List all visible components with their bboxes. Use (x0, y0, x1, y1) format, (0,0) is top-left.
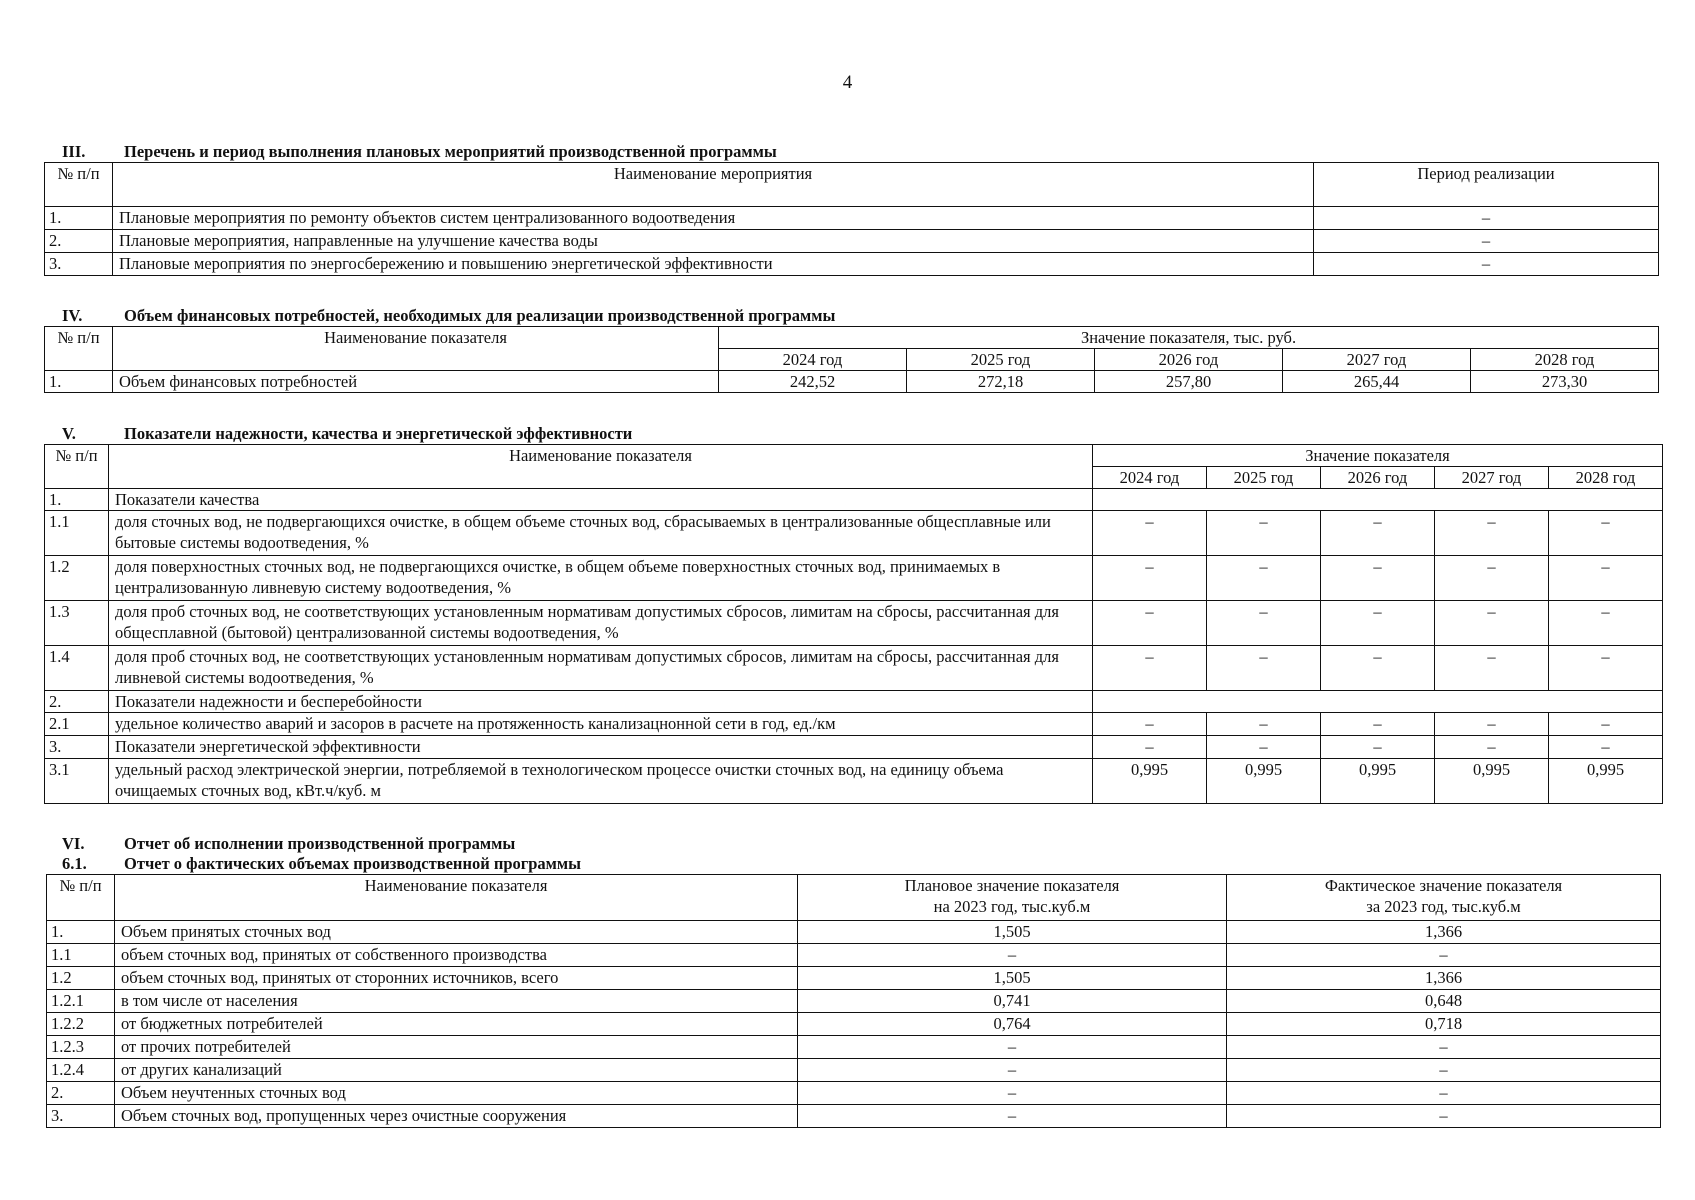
indicator-name: объем сточных вод, принятых от собственного производства (115, 944, 798, 967)
section-6-1-heading: Отчет о фактических объемах производственной программы (124, 854, 582, 873)
fact-value: 1,366 (1227, 921, 1661, 944)
value-cell: – (1093, 556, 1207, 601)
indicator-name: удельное количество аварий и засоров в расчете на протяженность канализацнонной сети в год, ед./км (109, 713, 1093, 736)
section-4-number: IV. (62, 306, 83, 325)
indicator-name: в том числе от населения (115, 990, 798, 1013)
row-number: 1.1 (47, 944, 115, 967)
section-5-number: V. (62, 424, 76, 443)
header-num: № п/п (47, 875, 115, 921)
value-cell: 257,80 (1095, 371, 1283, 393)
fact-value: – (1227, 944, 1661, 967)
activity-period: – (1314, 253, 1659, 276)
section-6-heading: Отчет об исполнении производственной программы (124, 834, 516, 853)
row-number: 1.2 (45, 556, 109, 601)
header-year: 2026 год (1321, 467, 1435, 489)
row-number: 2. (45, 691, 109, 713)
value-cell: 0,995 (1435, 759, 1549, 804)
value-cell: – (1435, 511, 1549, 556)
value-cell: – (1549, 511, 1663, 556)
value-cell: – (1321, 556, 1435, 601)
plan-value: 1,505 (798, 967, 1227, 990)
plan-value: 0,764 (798, 1013, 1227, 1036)
value-cell: – (1207, 736, 1321, 759)
indicator-name: Объем принятых сточных вод (115, 921, 798, 944)
value-cell: – (1549, 713, 1663, 736)
header-year: 2028 год (1549, 467, 1663, 489)
table-actual-volumes (46, 874, 1661, 1128)
value-cell: 0,995 (1093, 759, 1207, 804)
section-4-title (62, 306, 1659, 326)
section-6-number: VI. (62, 834, 85, 853)
value-cell: – (1207, 511, 1321, 556)
header-year: 2028 год (1471, 349, 1659, 371)
table-row (45, 759, 1663, 804)
value-cell: – (1549, 736, 1663, 759)
indicator-name: Объем финансовых потребностей (113, 371, 719, 393)
section-6-1-title (62, 854, 1661, 874)
table-row (47, 1013, 1661, 1036)
indicator-name: Показатели энергетической эффективности (109, 736, 1093, 759)
table-reliability-quality (44, 444, 1663, 804)
indicator-name: доля проб сточных вод, не соответствующих установленным нормативам допустимых сбросов, лимитам на сбросы, рассчитанная для общесплавной (бытовой) централизованной системы водоотведения, % (109, 601, 1093, 646)
fact-value: 0,718 (1227, 1013, 1661, 1036)
table-row (45, 601, 1663, 646)
value-cell: – (1435, 556, 1549, 601)
plan-value: – (798, 1059, 1227, 1082)
section-5-heading: Показатели надежности, качества и энергетической эффективности (124, 424, 633, 443)
header-plan (798, 875, 1227, 921)
indicator-name: от прочих потребителей (115, 1036, 798, 1059)
plan-value: 0,741 (798, 990, 1227, 1013)
value-cell: – (1435, 601, 1549, 646)
plan-value: – (798, 944, 1227, 967)
value-cell-empty (1093, 489, 1663, 511)
value-cell: 0,995 (1207, 759, 1321, 804)
header-period: Период реализации (1314, 163, 1659, 207)
row-number: 3. (45, 253, 113, 276)
table-row (47, 1059, 1661, 1082)
header-value: Значение показателя, тыс. руб. (719, 327, 1659, 349)
row-number: 1. (47, 921, 115, 944)
indicator-name: объем сточных вод, принятых от сторонних источников, всего (115, 967, 798, 990)
value-cell: – (1435, 713, 1549, 736)
table-row (45, 371, 1659, 393)
indicator-name: доля поверхностных сточных вод, не подвергающихся очистке, в общем объеме поверхностных сточных вод, принимаемых в централизованную ливневую систему водоотведения, % (109, 556, 1093, 601)
value-cell: – (1093, 601, 1207, 646)
fact-value: – (1227, 1105, 1661, 1128)
header-num: № п/п (45, 327, 113, 371)
indicator-name: Объем неучтенных сточных вод (115, 1082, 798, 1105)
table-row (45, 713, 1663, 736)
value-cell: – (1207, 713, 1321, 736)
section-6 (51, 834, 1661, 1128)
table-row (45, 736, 1663, 759)
row-number: 1.2.4 (47, 1059, 115, 1082)
header-year: 2027 год (1283, 349, 1471, 371)
value-cell: – (1321, 736, 1435, 759)
value-cell: – (1549, 646, 1663, 691)
value-cell: 272,18 (907, 371, 1095, 393)
table-row (45, 556, 1663, 601)
activity-name: Плановые мероприятия, направленные на улучшение качества воды (113, 230, 1314, 253)
section-4-heading: Объем финансовых потребностей, необходимых для реализации производственной программы (124, 306, 836, 325)
indicator-name: от других канализаций (115, 1059, 798, 1082)
row-number: 1.2.1 (47, 990, 115, 1013)
page-number: 4 (842, 72, 853, 93)
value-cell: – (1435, 646, 1549, 691)
row-number: 2. (45, 230, 113, 253)
value-cell: – (1093, 646, 1207, 691)
header-indicator-name: Наименование показателя (109, 445, 1093, 489)
table-row (45, 511, 1663, 556)
row-number: 2.1 (45, 713, 109, 736)
table-planned-activities (44, 162, 1659, 276)
row-number: 1. (45, 207, 113, 230)
plan-value: – (798, 1036, 1227, 1059)
header-year: 2027 год (1435, 467, 1549, 489)
value-cell: – (1207, 646, 1321, 691)
section-5-title (62, 424, 1663, 444)
value-cell: – (1207, 601, 1321, 646)
header-num: № п/п (45, 445, 109, 489)
table-row (47, 944, 1661, 967)
table-financial-needs (44, 326, 1659, 393)
value-cell: – (1321, 601, 1435, 646)
header-year: 2025 год (907, 349, 1095, 371)
table-row (45, 253, 1659, 276)
header-year: 2024 год (719, 349, 907, 371)
plan-value: – (798, 1082, 1227, 1105)
indicator-name: от бюджетных потребителей (115, 1013, 798, 1036)
table-row (47, 1036, 1661, 1059)
value-cell: – (1093, 736, 1207, 759)
header-year: 2026 год (1095, 349, 1283, 371)
fact-value: 1,366 (1227, 967, 1661, 990)
value-cell-empty (1093, 691, 1663, 713)
indicator-name: доля сточных вод, не подвергающихся очистке, в общем объеме сточных вод, сбрасываемых в централизованные общесплавные или бытовые системы водоотведения, % (109, 511, 1093, 556)
header-year: 2025 год (1207, 467, 1321, 489)
value-cell: – (1093, 713, 1207, 736)
header-fact-line-1: Фактическое значение показателя (1324, 876, 1563, 895)
value-cell: 265,44 (1283, 371, 1471, 393)
indicator-name: Показатели надежности и бесперебойности (109, 691, 1093, 713)
section-3-title (62, 142, 1659, 162)
table-row (45, 489, 1663, 511)
fact-value: – (1227, 1036, 1661, 1059)
activity-name: Плановые мероприятия по энергосбережению и повышению энергетической эффективности (113, 253, 1314, 276)
row-number: 2. (47, 1082, 115, 1105)
value-cell: 242,52 (719, 371, 907, 393)
section-3-heading: Перечень и период выполнения плановых мероприятий производственной программы (124, 142, 777, 161)
row-number: 1.2.2 (47, 1013, 115, 1036)
header-plan-line-2: на 2023 год, тыс.куб.м (933, 897, 1091, 916)
row-number: 3. (47, 1105, 115, 1128)
row-number: 1.4 (45, 646, 109, 691)
table-row (47, 921, 1661, 944)
plan-value: – (798, 1105, 1227, 1128)
fact-value: 0,648 (1227, 990, 1661, 1013)
header-year: 2024 год (1093, 467, 1207, 489)
value-cell: – (1321, 646, 1435, 691)
section-6-1-number: 6.1. (62, 854, 87, 873)
value-cell: – (1321, 511, 1435, 556)
header-indicator-name: Наименование показателя (115, 875, 798, 921)
value-cell: 273,30 (1471, 371, 1659, 393)
row-number: 1. (45, 371, 113, 393)
section-3-number: III. (62, 142, 86, 161)
row-number: 1.3 (45, 601, 109, 646)
indicator-name: доля проб сточных вод, не соответствующих установленным нормативам допустимых сбросов, лимитам на сбросы, рассчитанная для ливневой системы водоотведения, % (109, 646, 1093, 691)
header-fact-line-2: за 2023 год, тыс.куб.м (1366, 897, 1521, 916)
table-row (45, 691, 1663, 713)
value-cell: – (1321, 713, 1435, 736)
value-cell: – (1549, 601, 1663, 646)
table-row (47, 1105, 1661, 1128)
plan-value: 1,505 (798, 921, 1227, 944)
indicator-name: Показатели качества (109, 489, 1093, 511)
value-cell: – (1435, 736, 1549, 759)
table-row (45, 646, 1663, 691)
indicator-name: удельный расход электрической энергии, потребляемой в технологическом процессе очистки сточных вод, на единицу объема очищаемых сточных вод, кВт.ч/куб. м (109, 759, 1093, 804)
section-6-title (62, 834, 1661, 854)
table-row (47, 990, 1661, 1013)
value-cell: – (1549, 556, 1663, 601)
section-5 (49, 424, 1663, 804)
activity-period: – (1314, 207, 1659, 230)
row-number: 1. (45, 489, 109, 511)
header-plan-line-1: Плановое значение показателя (904, 876, 1120, 895)
row-number: 1.2 (47, 967, 115, 990)
row-number: 1.1 (45, 511, 109, 556)
value-cell: – (1093, 511, 1207, 556)
table-row (45, 207, 1659, 230)
row-number: 1.2.3 (47, 1036, 115, 1059)
header-value: Значение показателя (1093, 445, 1663, 467)
row-number: 3. (45, 736, 109, 759)
table-row (47, 967, 1661, 990)
indicator-name: Объем сточных вод, пропущенных через очистные сооружения (115, 1105, 798, 1128)
activity-name: Плановые мероприятия по ремонту объектов систем централизованного водоотведения (113, 207, 1314, 230)
value-cell: 0,995 (1549, 759, 1663, 804)
fact-value: – (1227, 1082, 1661, 1105)
section-4 (49, 306, 1659, 393)
table-row (47, 1082, 1661, 1105)
header-indicator-name: Наименование показателя (113, 327, 719, 371)
header-fact (1227, 875, 1661, 921)
value-cell: 0,995 (1321, 759, 1435, 804)
section-3 (49, 142, 1659, 276)
value-cell: – (1207, 556, 1321, 601)
fact-value: – (1227, 1059, 1661, 1082)
activity-period: – (1314, 230, 1659, 253)
header-activity-name: Наименование мероприятия (113, 163, 1314, 207)
row-number: 3.1 (45, 759, 109, 804)
header-num: № п/п (45, 163, 113, 207)
table-row (45, 230, 1659, 253)
